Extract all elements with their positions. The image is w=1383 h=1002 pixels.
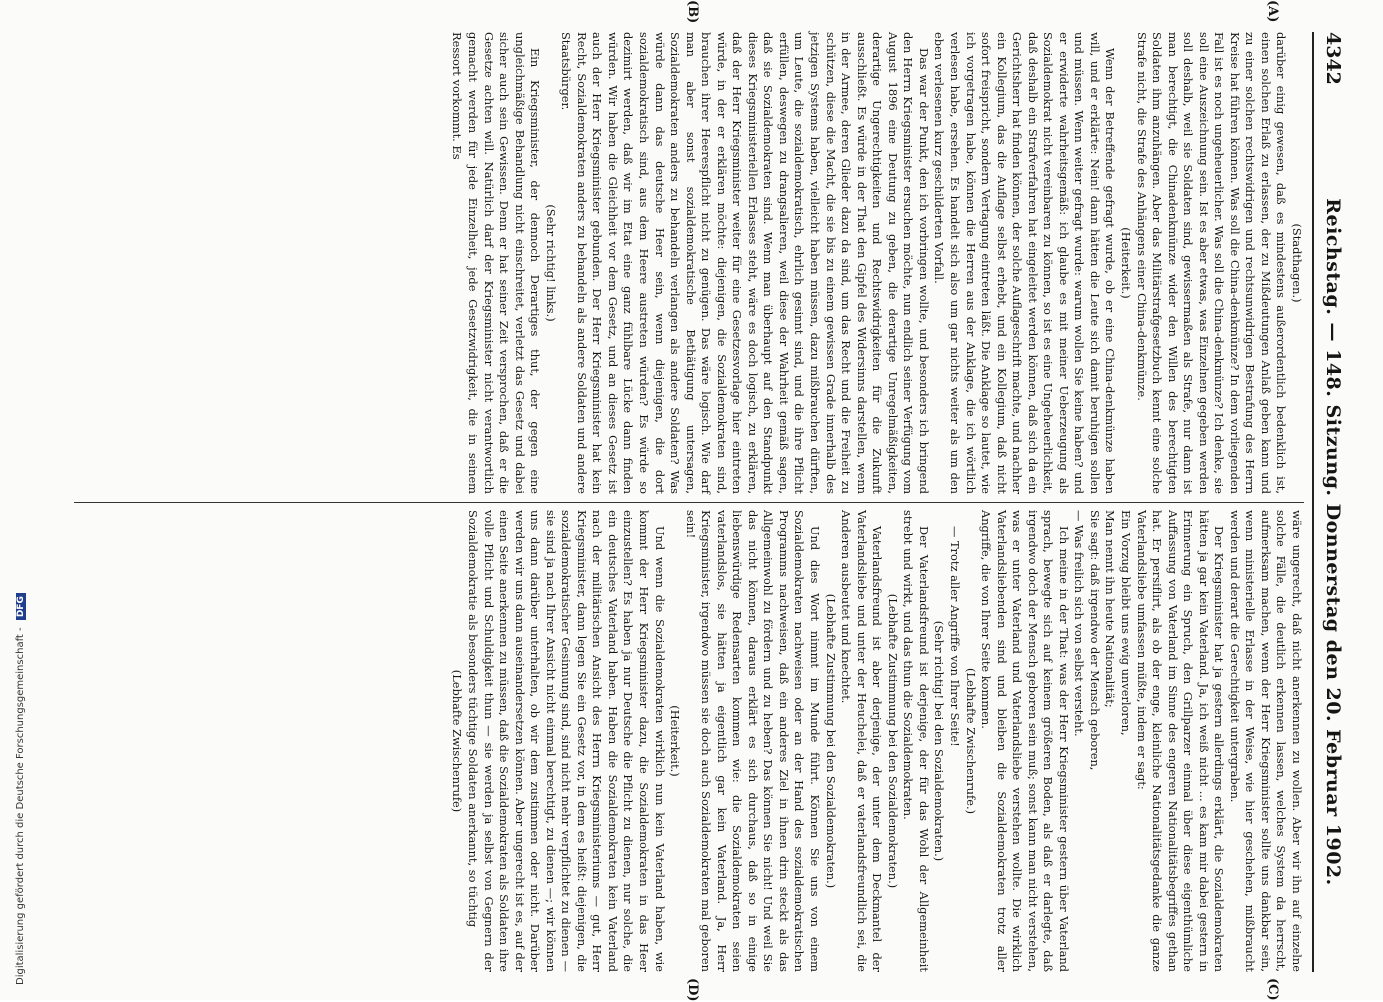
paragraph: Und wenn die Sozialdemokraten wirklich nun kein Vaterland haben, wie kommt der Herr Kriegsminister dazu, die Sozialdemokraten in das Heer einzustellen? Es haben ja nur Deutsche die Pflicht zu dienen, nur solche, die ein deutsches Vaterland haben. Haben die Sozialdemokraten kein Vaterland nach der militärischen Ansicht des Herrn Kriegsministeriums — gut, Herr Kriegsminister, dann legen Sie ein Gesetz vor, in dem es heißt: diejenigen, die sozialdemokratischer Gesinnung sind, sind nicht mehr verpflichtet zu dienen — sie sind ja nach Ihrer Ansicht nicht einmal berechtigt, zu dienen —; wir können uns dann darüber unterhalten, ob wir dem zustimmen oder nicht. Darüber werden wir uns dann auseinandersetzen können. Aber ungerecht ist es, auf der einen Seite anerkennen zu müssen, daß die Sozialdemokraten als Soldaten ihre volle Pflicht und Schuldigkeit thun — sie werden ja selbst von Gegnern der Sozialdemokratie als besonders tüchtige Soldaten anerkannt, so tüchtig	[466, 510, 667, 972]
margin-marker-b: (B)	[685, 0, 700, 24]
poem-line: Sie sagt: daß irgendwo der Mensch geboren,	[1087, 510, 1102, 771]
margin-marker-a: (A)	[1265, 0, 1280, 23]
paragraph: wäre ungerecht, daß nicht anerkennen zu wollen. Aber wir ihn auf einzelne solche Fälle, die deutlich erkennen lassen, welches System da herrscht, aufmerksam machen, wenn der Herr Kriegsminister sollte uns dankbar sein, wenn ministerielle Erlasse in der Weise, wie hier geschehen, mißbraucht werden und derart die Gerechtigkeit untergraben.	[1227, 510, 1304, 972]
interjection: (Lebhafte Zustimmung bei den Sozialdemokraten.)	[885, 593, 900, 889]
paragraph: Vaterlandsfreund ist aber derjenige, der unter dem Deckmantel der Vaterlandsliebe und unter der Heuchelei, daß er vaterlandsfreundlich sei, die Anderen ausbeutet und knechtet.	[839, 510, 885, 972]
interjection: (Sehr richtig! links.)	[543, 204, 558, 322]
paragraph: Und dies Wort nimmt im Munde führt. Können Sie uns von einem Sozialdemokraten nachweisen oder an der Hand des sozialdemokratischen Programms nachweisen, daß ein anderes Ziel in ihnen drin steckt als das Allgemeinwohl zu fördern und zu heben? Das können Sie nicht! Und weil Sie das nicht können, daraus erklärt es sich durchaus, daß so in einige liebenswürdige Redensarten kommen wie: die Sozialdemokraten seien vaterlandslos, sie hätten ja eigentlich gar kein Vaterland. Ja, Herr Kriegsminister, irgendwo müssen sie doch auch Sozialdemokraten mal geboren sein!	[683, 510, 823, 972]
margin-marker-c: (C)	[1265, 978, 1280, 1001]
page-title: Reichstag. — 148. Sitzung. Donnerstag den 20. Februar 1902.	[1322, 198, 1344, 886]
margin-marker-d: (D)	[685, 978, 700, 1002]
poem-line: Man nennt ihn heute Nationalität;	[1103, 510, 1118, 708]
poem-line: — Was freilich sich von selbst versteht.	[1072, 510, 1087, 737]
left-column	[449, 32, 1304, 494]
paragraph: Das war der Punkt, den ich vorbringen wollte, und besonders ich bringend den Herrn Kriegsminister ersuchen möchte, nun endlich seiner Verfügung vom August 1896 eine Deutung zu geben, die derartige Unregelmäßigkeiten, derartige Ungerechtigkeiten und Rechtswidrigkeiten für die Zukunft ausschließt. Es würde in der That den Gipfel des Widersinns darstellen, wenn in der Armee, deren Glieder dazu da sind, um das Recht und die Freiheit zu schützen, diese die Macht, die sie bis zu einem gewissen Grade innerhalb des jetzigen Systems haben, vielleicht haben müssen, dazu mißbrauchen dürften, um Leute, die sozialdemokratisch, ehrlich gesinnt sind, und die ihre Pflicht erfüllen, deswegen zu drangsalieren, weil diese der Wahrheit gemäß sagen, daß sie Sozialdemokraten sind. Wenn man überhaupt auf den Standpunkt dieses Kriegsministeriellen Erlasses steht, wäre es doch logisch, zu erklären, daß der Herr Kriegsminister weiter für eine Gesetzesvorlage hier eintreten würde, in der er erklären möchte: diejenigen, die Sozialdemokraten sind, brauchen ihrer Heerespflicht nicht zu genügen. Das wäre logisch. Wie darf man aber sonst sozialdemokratische Bethätigung untersagen, Sozialdemokraten anders zu behandeln verlangen als andere Soldaten? Was würde dann das deutsche Heer sein, wenn diejenigen, die dort sozialdemokratisch sind, aus dem Heere austreten würden? Es würde so dezimirt werden, daß wir im Etat eine ganz fühlbare Lücke dann finden würden. Wir haben die Gleichheit vor dem Gesetz, und an dieses Gesetz ist auch der Herr Kriegsminister gebunden. Der Herr Kriegsminister hat kein Recht, Sozialdemokraten anders zu behandeln als andere Soldaten und andere Staatsbürger.	[559, 32, 931, 494]
paragraph: — Trotz aller Angriffe von Ihrer Seite!	[947, 525, 962, 747]
header-rule	[1312, 32, 1314, 972]
paragraph: darüber einig gewesen, daß es mindestens außerordentlich bedenklich ist, einen solchen Erlaß zu erlassen, der zu Mißdeutungen Anlaß geben kann und zu einer solchen rechtswidrigen und rechtsunwidrigen Bestrafung des Herrn Kreise hat führen können. Was soll die China-denkmünze? In dem vorliegenden Fall ist es noch ungeheuerlicher. Was soll die China-denkmünze? Ich denke, sie soll eine Auszeichnung sein. Ist es aber etwas, was Einzelnen gegeben werden soll deshalb, weil sie Soldaten sind, gewissermaßen als Strafe, nur dann ist man berechtigt, die Chinadenkmünze wider den Willen des berechtigten Soldaten ihm anzuhängen. Aber das Militärstrafgesetzbuch kennt eine solche Strafe nicht, die Strafe des Anhängens einer China-denkmünze.	[1134, 32, 1289, 494]
page-number: 4342	[1322, 32, 1344, 85]
poem-line: Ein Vorzug bleibt uns ewig unverloren,	[1118, 510, 1133, 736]
paragraph: Wenn der Betreffende gefragt wurde, ob er eine China-denkmünze haben will, und er erklärte: Nein! dann hätten die Leute sich damit beruhigen sollen und müssen. Wenn weiter gefragt wurde: warum wollen Sie keine haben? und er erwiderte wahrheitsgemäß: ich glaube es mit meiner Ueberzeugung als Sozialdemokrat nicht vereinbaren zu können, so ist es eine Ungeheuerlichkeit, daß deshalb ein Strafverfahren hat eingeleitet werden können, daß sich da ein Gerichtsherr hat finden können, der solche Auflageschrift machte, und nachher ein Kollegium, das die Auflage selbst erhebt, und ein Kollegium, daß nicht sofort freispricht, sondern Vertagung eintreten läßt. Die Anklage so lautet, wie ich vorgetragen habe, können die Herren aus der Anklage, die ich wörtlich verlesen habe, ersehen. Es handelt sich also um gar nichts weiter als um den eben verlesenen kurz geschilderten Vorfall.	[932, 32, 1118, 494]
sidebar-credit	[0, 0, 26, 1000]
rotated-page-content	[60, 0, 1350, 1002]
paragraph: Ein Kriegsminister, der dennoch Derartiges thut, der gegen eine ungleichmäßige Behandlung nicht einschreitet, verletzt das Gesetz und dabei sicher auch sein Gewissen. Denn er hat seiner Zeit versprochen, daß er die Gesetze achten will. Natürlich darf der Kriegsminister nicht verantwortlich gemacht werden für jede Einzelheit, jede Gesetzwidrigkeit, die in seinem Ressort vorkommt. Es	[450, 32, 543, 494]
paragraph: Ich meine in der That: was der Herr Kriegsminister gestern über Vaterland sprach, bewegte sich auf keinem größeren Boden, als daß er darlegte, daß irgendwo doch der Mensch geboren sein muß; sonst kann man nicht verstehen, was er unter Vaterland und Vaterlandsliebe verstehen wollte. Die wirklich Vaterlandsliebenden sind und bleiben die Sozialdemokraten trotz aller Angriffe, die von Ihrer Seite kommen.	[979, 510, 1071, 972]
funding-credit: Digitalisierung gefördert durch die Deutsche Forschungsgemeinschaft -	[15, 627, 26, 985]
dfg-logo: DFG	[16, 593, 26, 620]
interjection: (Heiterkeit.)	[1118, 227, 1133, 299]
speaker-name: (Stadthagen.)	[1290, 223, 1304, 303]
right-column	[449, 510, 1304, 972]
interjection: (Sehr richtig! bei den Sozialdemokraten.)	[932, 620, 947, 862]
column-divider	[74, 502, 1304, 503]
interjection: (Lebhafte Zwischenrufe)	[450, 669, 465, 813]
paragraph: Der Kriegsminister hat ja gestern allerdings erklärt, die Sozialdemokraten hätten ja gar kein Vaterland. Ja, ich weiß nicht ... es kam mir dabei gestern in Erinnerung ein Spruch, den Grillparzer einmal über diese eigenthümliche Auffassung von Vaterland im Sinne des engeren Nationalitätsbegriffes gethan hat. Er persiflirt, als ob der enge, kleinliche Nationalitätsgedanke die ganze Vaterlandsliebe umfassen müßte, indem er sagt:	[1134, 510, 1227, 972]
interjection: (Lebhafte Zwischenrufe.)	[963, 667, 978, 815]
paragraph: Der Vaterlandsfreund ist derjenige, der für das Wohl der Allgemeinheit strebt und wirkt, und das thun die Sozialdemokraten.	[901, 510, 931, 972]
page-header	[1310, 32, 1350, 972]
interjection: (Lebhafte Zustimmung bei den Sozialdemokraten.)	[823, 593, 838, 889]
interjection: (Heiterkeit.)	[668, 705, 683, 777]
